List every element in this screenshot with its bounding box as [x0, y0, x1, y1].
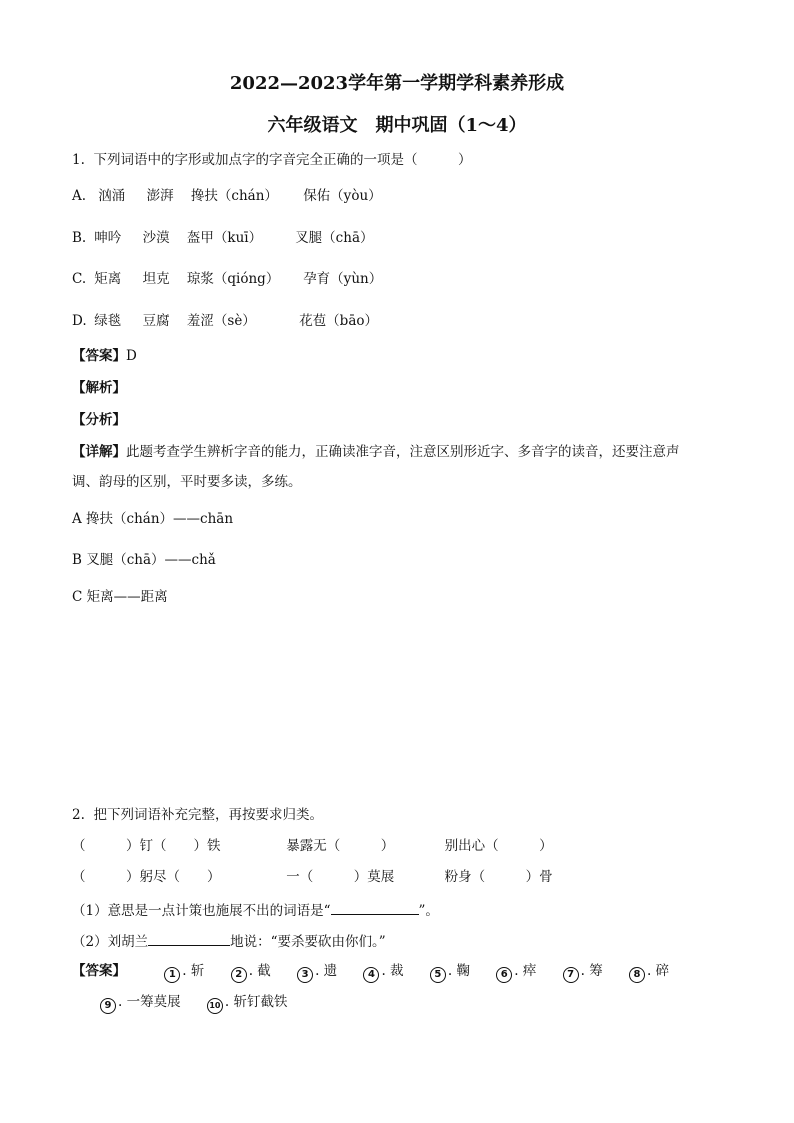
q1-detail-line2: 调、韵母的区别，平时要多读，多练。 — [72, 474, 302, 490]
option-word: 叉腿（chā） — [295, 230, 374, 246]
option-word: 搀扶（chán） — [190, 188, 278, 204]
option-word: 盔甲（kuī） — [186, 230, 263, 246]
option-word: 呻吟 — [94, 230, 122, 246]
sub1-blank — [331, 900, 419, 915]
answer-item — [496, 962, 536, 983]
sub1-suffix: ”。 — [418, 903, 439, 919]
answer-text: . 鞠 — [447, 963, 470, 979]
answer-item — [207, 993, 288, 1014]
q2-row1 — [72, 837, 553, 855]
sub2-suffix: 地说：“要杀要砍由你们。” — [230, 934, 386, 950]
q2-phrase: 暴露无（ ） — [286, 838, 395, 854]
q1-correction-a: A 搀扶（chán）——chān — [72, 511, 234, 527]
option-word: 保佑（yòu） — [303, 188, 382, 204]
q1-fenxi-label: 【分析】 — [72, 412, 126, 428]
option-word: 矩离 — [94, 271, 122, 287]
q1-option-d — [72, 312, 378, 330]
answer-item — [363, 962, 403, 983]
answer-item — [629, 962, 669, 983]
circled-number: 7 — [563, 967, 579, 983]
answer-item — [100, 993, 181, 1014]
circled-number: 5 — [430, 967, 446, 983]
answer-value: D — [126, 348, 137, 364]
q1-stem: 1. 下列词语中的字形或加点字的字音完全正确的一项是（ ） — [72, 152, 472, 168]
page-title: 2022—2023学年第一学期学科素养形成 — [229, 73, 565, 94]
answer-text: . 遗 — [315, 963, 338, 979]
option-word: 孕育（yùn） — [303, 271, 383, 287]
q1-option-a — [72, 187, 382, 205]
answer-text: . 碎 — [647, 963, 670, 979]
q1-option-b — [72, 229, 374, 247]
answer-item — [297, 962, 337, 983]
answer-text: . 筹 — [580, 963, 603, 979]
answer-text: . 瘁 — [514, 963, 537, 979]
q2-phrase: 一（ ）莫展 — [286, 869, 395, 885]
q1-correction-c: C 矩离——距离 — [72, 589, 168, 605]
option-word: 琼浆（qióng） — [186, 271, 280, 287]
detail-text: 此题考查学生辨析字音的能力，正确读准字音，注意区别形近字、多音字的读音，还要注意声 — [126, 444, 680, 460]
page-subtitle: 六年级语文 期中巩固（1～4） — [267, 115, 527, 136]
q1-detail-line1 — [72, 443, 680, 461]
answer-text: . 裁 — [381, 963, 404, 979]
q2-phrase: （ ）躬尽（ ） — [72, 869, 221, 885]
option-letter: A. — [72, 188, 87, 204]
q1-option-c — [72, 270, 382, 288]
circled-number: 8 — [629, 967, 645, 983]
answer-text: . 一筹莫展 — [118, 994, 181, 1010]
q2-phrase: 别出心（ ） — [444, 838, 553, 854]
option-word: 豆腐 — [142, 313, 170, 329]
circled-number: 6 — [496, 967, 512, 983]
answer-text: . 截 — [248, 963, 271, 979]
answer-label: 【答案】 — [72, 348, 126, 364]
q2-answer-row1 — [72, 962, 669, 983]
circled-number: 2 — [231, 967, 247, 983]
option-letter: D. — [72, 313, 87, 329]
option-word: 汹涌 — [98, 188, 126, 204]
q2-sub1 — [72, 900, 439, 920]
detail-label: 【详解】 — [72, 444, 126, 460]
option-letter: C. — [72, 271, 87, 287]
q1-answer — [72, 347, 137, 365]
circled-number: 10 — [207, 998, 223, 1014]
q2-sub2 — [72, 931, 386, 951]
answer-item — [164, 962, 204, 983]
option-word: 羞涩（sè） — [186, 313, 256, 329]
option-word: 沙漠 — [142, 230, 170, 246]
q1-jiexi-label: 【解析】 — [72, 380, 126, 396]
option-letter: B. — [72, 230, 87, 246]
option-word: 绿毯 — [94, 313, 122, 329]
answer-item — [231, 962, 271, 983]
sub2-prefix: （2）刘胡兰 — [72, 934, 149, 950]
q2-phrase: （ ）钉（ ）铁 — [72, 838, 221, 854]
answer-text: . 斩 — [182, 963, 205, 979]
circled-number: 3 — [297, 967, 313, 983]
circled-number: 9 — [100, 998, 116, 1014]
q2-phrase: 粉身（ ）骨 — [444, 869, 553, 885]
q2-answer-row2 — [100, 993, 309, 1014]
q1-correction-b: B 叉腿（chā）——chǎ — [72, 552, 216, 568]
q2-stem: 2. 把下列词语补充完整，再按要求归类。 — [72, 807, 323, 823]
option-word: 花苞（bāo） — [299, 313, 379, 329]
sub1-prefix: （1）意思是一点计策也施展不出的词语是“ — [72, 903, 331, 919]
sub2-blank — [148, 931, 230, 946]
answer-label: 【答案】 — [72, 963, 126, 979]
circled-number: 4 — [363, 967, 379, 983]
answer-item — [430, 962, 470, 983]
circled-number: 1 — [164, 967, 180, 983]
answer-item — [563, 962, 603, 983]
option-word: 坦克 — [142, 271, 170, 287]
answer-text: . 斩钉截铁 — [224, 994, 288, 1010]
q2-row2 — [72, 868, 553, 886]
option-word: 澎湃 — [146, 188, 174, 204]
